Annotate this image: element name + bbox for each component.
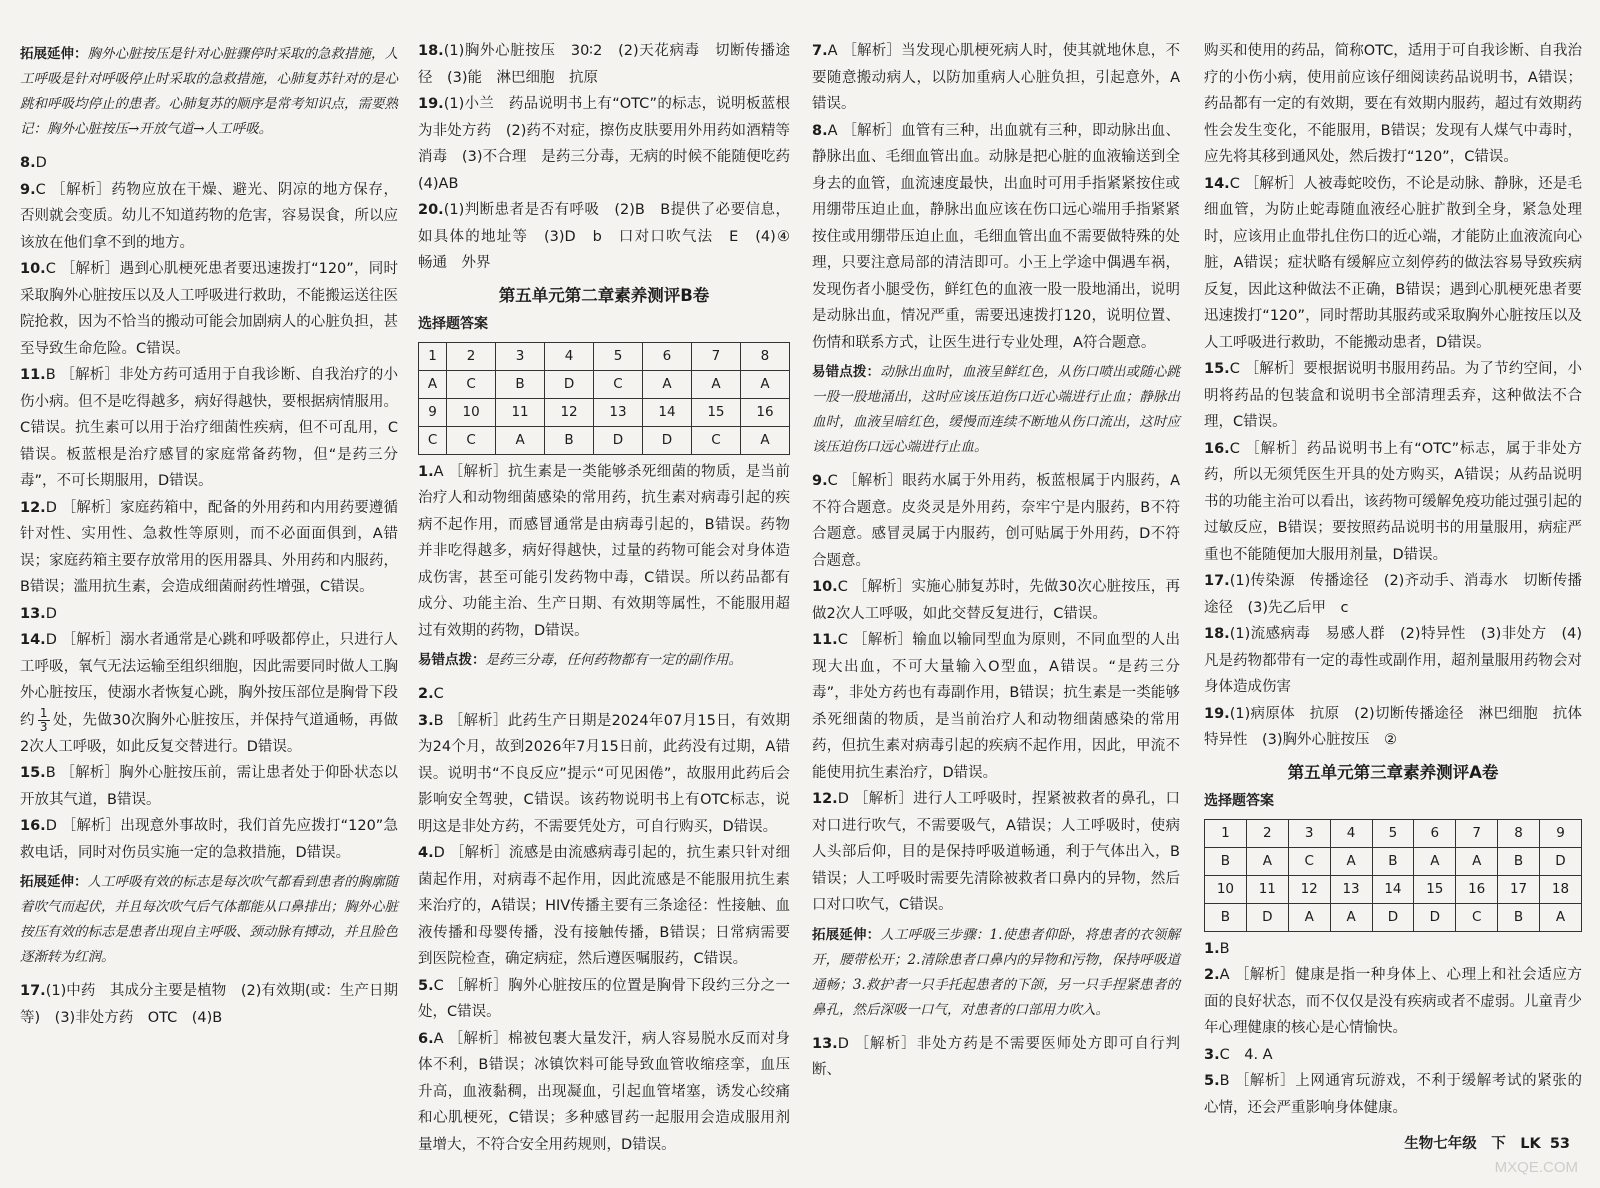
answer-b9: 9.C ［解析］眼药水属于外用药，板蓝根属于内服药，A不符合题意。皮炎灵是外用药，奈牢宁是内服药，B不符合题意。感冒灵属于内服药，创可贴属于外用药，D不符合题意。: [812, 473, 1180, 569]
answer-b8: 8.A ［解析］血管有三种，出血就有三种，即动脉出血、静脉出血、毛细血管出血。动脉是把心脏的血液输送到全身去的血管，血流速度最快，出血时可用手指紧紧按住或用绷带压迫止血，静脉出血应该在伤口远心端用手指紧紧按住或用绷带压迫止血，毛细血管出血不需要做特殊的处理，只要注意局部的清洁即可。小王上学途中偶遇车祸，发现伤者小腿受伤，鲜红色的血液一股一股地涌出，说明是动脉出血，情况严重，需要迅速拨打120，说明位置、伤情和联系方式，让医生进行专业处理，A符合题意。: [812, 122, 1180, 351]
answer-b13-continued: 购买和使用的药品，简称OTC，适用于可自我诊断、自我治疗的小伤小病，使用前应该仔细阅读药品说明书，A错误；药品都有一定的有效期，要在有效期内服药，超过有效期药性会发生变化，不能服用，B错误；发现有人煤气中毒时，应先将其移到通风处，然后拨打“120”，C错误。: [1204, 43, 1582, 165]
table-cell: D: [1372, 903, 1414, 931]
table-cell: 12: [1288, 875, 1330, 903]
column-1: [20, 38, 398, 1031]
table-cell: B: [1205, 903, 1247, 931]
answer-12: 12.D ［解析］家庭药箱中，配备的外用药和内用药要遵循针对性、实用性、急救性等原则，而不必面面俱到，A错误；家庭药箱主要存放常用的医用器具、外用药和内服药，B错误；滥用抗生素，会造成细菌耐药性增强，C错误。: [20, 499, 398, 595]
table-cell: A: [419, 370, 447, 398]
column-3: [812, 38, 1180, 1084]
answer-b14: 14.C ［解析］人被毒蛇咬伤，不论是动脉、静脉，还是毛细血管，为防止蛇毒随血液经心脏扩散到全身，紧急处理时，应该用止血带扎住伤口的近心端，才能防止血液流向心脏，A错误；症状略有缓解应立刻停药的做法容易导致疾病反复，因此这种做法不正确，B错误；遇到心肌梗死患者要迅速拨打“120”，同时帮助其服药或采取胸外心脏按压以及人工呼吸进行救助，不能搬动患者，D错误。: [1204, 175, 1582, 351]
table-cell: 14: [642, 398, 691, 426]
answer-b10: 10.C ［解析］实施心肺复苏时，先做30次心脏按压，再做2次人工呼吸，如此交替反复进行，C错误。: [812, 579, 1180, 622]
table-cell: 4: [545, 342, 594, 370]
table-cell: 4: [1330, 819, 1372, 847]
answer-b15: 15.C ［解析］要根据说明书服用药品。为了节约空间，小明将药品的包装盒和说明书全部清理丢弃，这种做法不合理，C错误。: [1204, 361, 1582, 430]
table-cell: C: [419, 426, 447, 454]
table-cell: D: [545, 370, 594, 398]
table-cell: A: [1330, 903, 1372, 931]
table-cell: 13: [594, 398, 643, 426]
subject-label: 生物七年级 下 LK: [1404, 1136, 1541, 1152]
table-cell: 8: [740, 342, 789, 370]
table-cell: B: [1205, 847, 1247, 875]
answer-b1: 1.A ［解析］抗生素是一类能够杀死细菌的物质，是当前治疗人和动物细菌感染的常用药，抗生素对病毒引起的疾病不起作用，而感冒通常是由病毒引起的，B错误。药物并非吃得越多，病好得越快，过量的药物可能会对身体造成伤害，甚至可能引发药物中毒，C错误。所以药品都有成分、功能主治、生产日期、有效期等属性，不能服用超过有效期的药物，D错误。: [418, 463, 790, 639]
table-cell: 5: [594, 342, 643, 370]
table-cell: 16: [740, 398, 789, 426]
table-cell: 2: [1246, 819, 1288, 847]
error-tip-note: 易错点拨：是药三分毒，任何药物都有一定的副作用。: [418, 652, 742, 668]
extension-note: 拓展延伸：人工呼吸有效的标志是每次吹气都看到患者的胸廓随着吹气而起伏，并且每次吹气后气体都能从口鼻排出；胸外心脏按压有效的标志是患者出现自主呼吸、颈动脉有搏动，并且脸色逐渐转为红润。: [20, 874, 398, 965]
table-cell: 16: [1456, 875, 1498, 903]
table-cell: 15: [691, 398, 740, 426]
answer-c3-c4: 3.C 4. A: [1204, 1046, 1273, 1063]
page-footer: [1404, 1132, 1570, 1153]
table-cell: B: [1372, 847, 1414, 875]
table-cell: D: [1414, 903, 1456, 931]
section-title: 第五单元第二章素养测评B卷: [498, 285, 710, 305]
table-cell: 17: [1498, 875, 1540, 903]
answer-9: 9.C ［解析］药物应放在干燥、避光、阴凉的地方保存，否则就会变质。幼儿不知道药物的危害，容易误食，所以应该放在他们拿不到的地方。: [20, 181, 398, 251]
table-cell: C: [594, 370, 643, 398]
error-tip-note: 易错点拨：动脉出血时，血液呈鲜红色，从伤口喷出或随心跳一股一股地涌出，这时应该压迫伤口近心端进行止血；静脉出血时，血液呈暗红色，缓慢而连续不断地从伤口流出，这时应该压迫伤口远心端进行止血。: [812, 364, 1181, 455]
answer-b13: 13.D ［解析］非处方药是不需要医师处方即可自行判断、: [812, 1035, 1180, 1078]
table-cell: 13: [1330, 875, 1372, 903]
answer-b12: 12.D ［解析］进行人工呼吸时，捏紧被救者的鼻孔，口对口进行吹气，不需要吸气，A错误；人工呼吸时，使病人头部后仰，目的是保持呼吸道畅通，利于气体出入，B错误；人工呼吸时需要先清除被救者口鼻内的异物，然后口对口吹气，C错误。: [812, 791, 1180, 913]
table-cell: 15: [1414, 875, 1456, 903]
answer-b2: 2.C: [418, 686, 444, 702]
answers-label: 选择题答案: [1204, 793, 1274, 809]
table-cell: C: [447, 426, 496, 454]
table-cell: A: [1414, 847, 1456, 875]
table-cell: 8: [1498, 819, 1540, 847]
answer-b6: 6.A ［解析］棉被包裹大量发汗，病人容易脱水反而对身体不利，B错误；冰镇饮料可能导致血管收缩痉挛，血压升高，血液黏稠，出现凝血，引起血管堵塞，诱发心绞痛和心肌梗死，C错误；多种感冒药一起服用会造成服用剂量增大，不符合安全用药规则，D错误。: [418, 1030, 790, 1153]
answer-b11: 11.C ［解析］输血以输同型血为原则，不同血型的人出现大出血，不可大量输入O型血，A错误。“是药三分毒”，非处方药也有毒副作用，B错误；抗生素是一类能够杀死细菌的物质，是当前治疗人和动物细菌感染的常用药，但抗生素对病毒引起的疾病不起作用，因此，甲流不能使用抗生素治疗，D错误。: [812, 632, 1180, 781]
table-cell: 3: [1288, 819, 1330, 847]
answer-c5: 5.B ［解析］上网通宵玩游戏，不利于缓解考试的紧张的心情，还会严重影响身体健康。: [1204, 1073, 1582, 1116]
table-cell: 6: [642, 342, 691, 370]
answer-13: 13.D: [20, 605, 57, 622]
table-cell: 10: [447, 398, 496, 426]
table-cell: A: [1456, 847, 1498, 875]
answer-17: 17.(1)中药 其成分主要是植物 (2)有效期(或：生产日期等) (3)非处方药 OTC (4)B: [20, 983, 398, 1026]
table-cell: C: [691, 426, 740, 454]
table-cell: C: [1288, 847, 1330, 875]
answer-19: 19.(1)小兰 药品说明书上有“OTC”的标志，说明板蓝根为非处方药 (2)药不对症，擦伤皮肤要用外用药如酒精等消毒 (3)不合理 是药三分毒，无病的时候不能随便吃药 (4)AB: [418, 96, 805, 192]
table-cell: 2: [447, 342, 496, 370]
answer-14: 14.D ［解析］溺水者通常是心跳和呼吸都停止，只进行人工呼吸，氧气无法运输至组织细胞，因此需要同时做人工胸外心脏按压，使溺水者恢复心跳，胸外按压部位是胸骨下段约 $\frac{1}{3}$ 处，先做30次胸外心脏按压，并保持气道通畅，再做2次人工呼吸，如此反复交替进行。D错误。: [20, 632, 399, 755]
table-cell: B: [545, 426, 594, 454]
table-cell: 10: [1205, 875, 1247, 903]
answer-c1: 1.B: [1204, 940, 1230, 957]
answer-c2: 2.A ［解析］健康是指一种身体上、心理上和社会适应方面的良好状态，而不仅仅是没有疾病或者不虚弱。儿童青少年心理健康的核心是心情愉快。: [1204, 967, 1582, 1036]
table-cell: 18: [1540, 875, 1582, 903]
answer-10: 10.C ［解析］遇到心肌梗死患者要迅速拨打“120”，同时采取胸外心脏按压以及人工呼吸进行救助，不能搬运送往医院抢救，因为不恰当的搬动可能会加剧病人的心脏负担，甚至导致生命危险。C错误。: [20, 261, 398, 357]
table-cell: C: [1456, 903, 1498, 931]
table-cell: A: [1540, 903, 1582, 931]
table-cell: B: [1498, 903, 1540, 931]
answer-b17: 17.(1)传染源 传播途径 (2)齐动手、消毒水 切断传播途径 (3)先乙后甲 c: [1204, 573, 1582, 616]
table-cell: A: [691, 370, 740, 398]
fraction: $\frac{1}{3}$: [39, 705, 48, 734]
table-cell: A: [642, 370, 691, 398]
table-cell: 3: [496, 342, 545, 370]
answer-16: 16.D ［解析］出现意外事故时，我们首先应拨打“120”急救电话，同时对伤员实施一定的急救措施，D错误。: [20, 818, 398, 861]
table-cell: A: [740, 370, 789, 398]
answer-b18: 18.(1)流感病毒 易感人群 (2)特异性 (3)非处方 (4)凡是药物都带有一定的毒性或副作用，超剂量服用药物会对身体造成伤害: [1204, 626, 1582, 695]
table-cell: B: [496, 370, 545, 398]
table-cell: D: [1246, 903, 1288, 931]
table-cell: 6: [1414, 819, 1456, 847]
answer-table: [418, 342, 790, 455]
table-cell: A: [1288, 903, 1330, 931]
table-cell: 7: [1456, 819, 1498, 847]
table-cell: C: [447, 370, 496, 398]
answer-b7: 7.A ［解析］当发现心肌梗死病人时，使其就地休息，不要随意搬动病人，以防加重病人心脏负担，引起意外，A错误。: [812, 43, 1180, 112]
table-cell: 5: [1372, 819, 1414, 847]
column-2: [418, 38, 805, 1158]
table-cell: D: [1540, 847, 1582, 875]
extension-note: 拓展延伸：人工呼吸三步骤：1.使患者仰卧，将患者的衣领解开，腰带松开；2.清除患者口鼻内的异物和污物，保持呼吸道通畅；3.救护者一只手托起患者的下颌，另一只手捏紧患者的鼻孔，然后深吸一口气，对患者的口部用力吹入。: [812, 926, 1180, 1018]
table-cell: 9: [1540, 819, 1582, 847]
extension-note: 拓展延伸：胸外心脏按压是针对心脏骤停时采取的急救措施，人工呼吸是针对呼吸停止时采取的急救措施，心肺复苏针对的是心跳和呼吸均停止的患者。心肺复苏的顺序是常考知识点，需要熟记：胸外心脏按压→开放气道→人工呼吸。: [20, 46, 398, 137]
table-cell: D: [594, 426, 643, 454]
answer-b5: 5.C ［解析］胸外心脏按压的位置是胸骨下段约三分之一处，C错误。: [418, 977, 790, 1020]
table-cell: 12: [545, 398, 594, 426]
answer-b19: 19.(1)病原体 抗原 (2)切断传播途径 淋巴细胞 抗体 特异性 (3)胸外心脏按压 ②: [1204, 705, 1597, 748]
watermark-logo: MXQE.COM: [1494, 1159, 1578, 1176]
answer-18: 18.(1)胸外心脏按压 30∶2 (2)天花病毒 切断传播途径 (3)能 淋巴细胞 抗原: [418, 43, 790, 86]
table-cell: A: [496, 426, 545, 454]
answer-11: 11.B ［解析］非处方药可适用于自我诊断、自我治疗的小伤小病。但不是吃得越多，病好得越快，要根据病情服用。C错误。抗生素可以用于治疗细菌性疾病，但不可乱用，C错误。板蓝根是治疗感冒的家庭常备药物，但“是药三分毒”，不可长期服用，D错误。: [20, 367, 398, 489]
answers-label: 选择题答案: [418, 316, 488, 332]
table-cell: 9: [419, 398, 447, 426]
table-cell: B: [1498, 847, 1540, 875]
table-cell: 14: [1372, 875, 1414, 903]
table-cell: 1: [1205, 819, 1247, 847]
answer-b4: 4.D ［解析］流感是由流感病毒引起的，抗生素只针对细菌起作用，对病毒不起作用，因此流感是不能服用抗生素来治疗的，A错误；HIV传播主要有三条途径：性接触、血液传播和母婴传播，没有接触传播，B错误；日常病需要到医院检查，确定病症，然后遵医嘱服药，C错误。: [418, 845, 790, 967]
table-cell: 11: [1246, 875, 1288, 903]
page-number: 53: [1549, 1136, 1570, 1152]
answer-b16: 16.C ［解析］药品说明书上有“OTC”标志，属于非处方药，所以无须凭医生开具的处方购买，A错误；从药品说明书的功能主治可以看出，该药物可缓解免疫功能过强引起的过敏反应，B错误；要按照药品说明书的用量服用，病症严重也不能随便加大服用剂量，D错误。: [1204, 440, 1582, 563]
answer-table: [1204, 819, 1582, 932]
column-4: [1204, 38, 1597, 1121]
table-cell: A: [1246, 847, 1288, 875]
answer-b3: 3.B ［解析］此药生产日期是2024年07月15日，有效期为24个月，故到2026年7月15日前，此药没有过期，A错误。说明书“不良反应”提示“可见困倦”，故服用此药后会影响安全驾驶，C错误。该药物说明书上有OTC标志，说明这是非处方药，不需要凭处方，可自行购买，D错误。: [418, 712, 790, 835]
table-cell: 7: [691, 342, 740, 370]
answer-20: 20.(1)判断患者是否有呼吸 (2)B B提供了必要信息，如具体的地址等 (3)D b 口对口吹气法 E (4)④ 畅通 外界: [418, 202, 805, 271]
table-cell: 11: [496, 398, 545, 426]
answer-8: 8.D: [20, 155, 47, 171]
section-title: 第五单元第三章素养测评A卷: [1287, 762, 1499, 782]
answer-15: 15.B ［解析］胸外心脏按压前，需让患者处于仰卧状态以开放其气道，B错误。: [20, 765, 398, 808]
table-cell: A: [1330, 847, 1372, 875]
table-cell: A: [740, 426, 789, 454]
table-cell: 1: [419, 342, 447, 370]
table-cell: D: [642, 426, 691, 454]
